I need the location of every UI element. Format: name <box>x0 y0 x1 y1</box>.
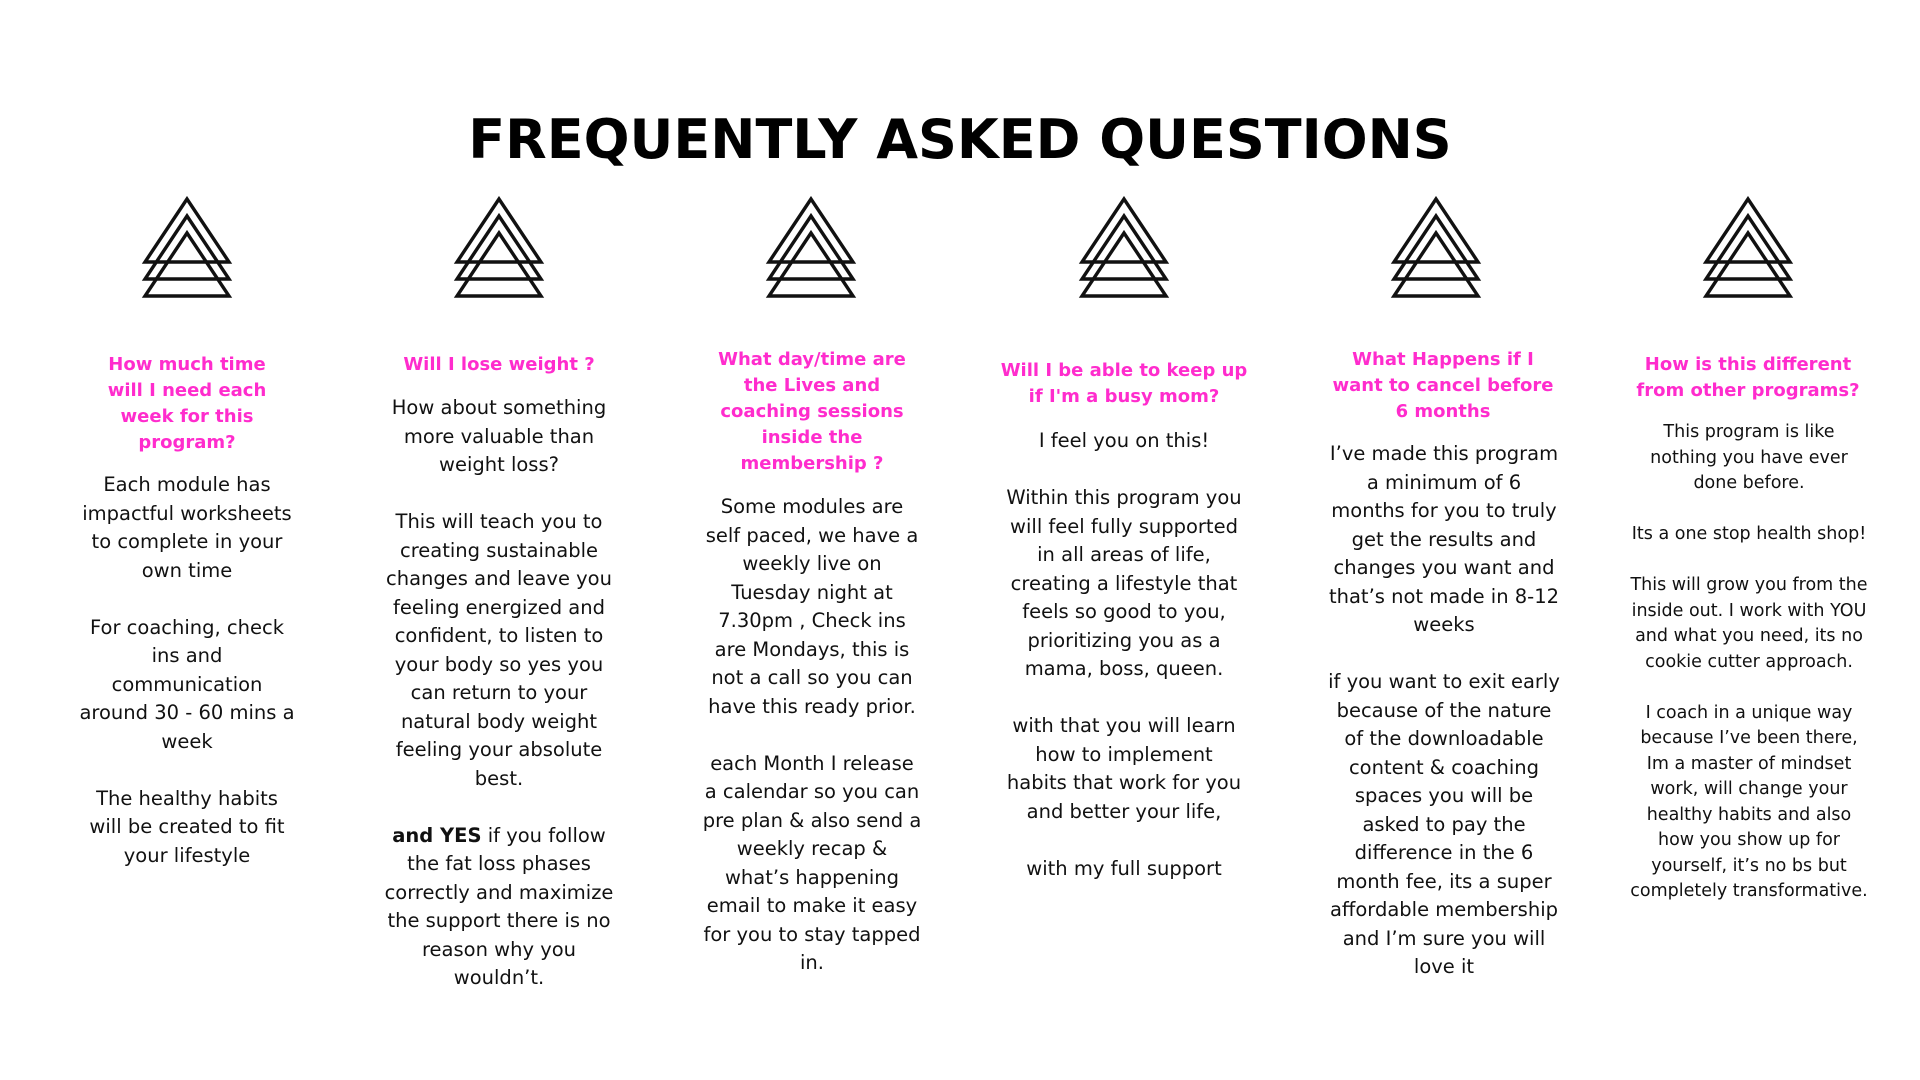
faq-answer-paragraph: each Month I release a calendar so you can pre plan & also send a weekly recap & what’s happening email to make it easy for you to stay tapped in. <box>702 751 922 974</box>
faq-question-time: How much time will I need each week for this program? <box>107 354 267 453</box>
faq-question-different: How is this different from other programs? <box>1636 354 1860 401</box>
triple-triangle-icon <box>453 196 545 300</box>
faq-answer-paragraph: This will teach you to creating sustainable changes and leave you feeling energized and confident, to listen to your body so yes you can return to your natural body weight feeling your absolute best. <box>386 510 612 790</box>
triple-triangle-icon <box>141 196 233 300</box>
triple-triangle-icon <box>765 196 857 300</box>
triple-triangle-icon <box>1702 196 1794 300</box>
faq-answer-different <box>1630 420 1868 905</box>
faq-question-busy-mom: Will I be able to keep up if I'm a busy mom? <box>1000 360 1248 407</box>
faq-answer-emphasis: and YES <box>392 823 482 847</box>
faq-answer-paragraph: This program is like nothing you have ever done before. <box>1650 422 1848 493</box>
faq-answer-paragraph: Within this program you will feel fully supported in all areas of life, creating a lifestyle that feels so good to you, prioritizing you as a mama, boss, queen. <box>1006 486 1242 680</box>
faq-answer-weight <box>378 394 620 993</box>
faq-answer-time <box>77 471 297 870</box>
faq-answer-paragraph: I coach in a unique way because I’ve been there, Im a master of mindset work, will change your healthy habits and also how you show up for yourself, it’s no bs but completely transformative. <box>1630 702 1868 901</box>
faq-answer-paragraph: I’ve made this program a minimum of 6 months for you to truly get the results and changes you want and that’s not made in 8-12 weeks <box>1328 442 1560 636</box>
faq-answer-cancel <box>1328 440 1560 982</box>
faq-answer-paragraph: This will grow you from the inside out. I work with YOU and what you need, its no cookie cutter approach. <box>1630 575 1868 672</box>
faq-answer-paragraph: How about something more valuable than weight loss? <box>391 396 607 476</box>
faq-answer-busy-mom <box>1004 427 1244 883</box>
faq-answer-paragraph: with my full support <box>1026 856 1222 880</box>
triple-triangle-icon <box>1078 196 1170 300</box>
faq-answer-paragraph: I feel you on this! <box>1038 429 1210 452</box>
faq-answer-paragraph: if you want to exit early because of the nature of the downloadable content & coaching spaces you will be asked to pay the difference in the 6 month fee, its a super affordable membership and I’m sure you will love it <box>1328 670 1560 978</box>
triple-triangle-icon <box>1390 196 1482 300</box>
page-title: FREQUENTLY ASKED QUESTIONS <box>468 108 1452 171</box>
faq-answer-paragraph: with that you will learn how to implement habits that work for you and better your life, <box>1006 714 1242 823</box>
faq-question-schedule: What day/time are the Lives and coaching sessions inside the membership ? <box>718 349 906 474</box>
faq-question-weight: Will I lose weight ? <box>403 354 595 375</box>
faq-answer-paragraph: Its a one stop health shop! <box>1631 524 1867 544</box>
faq-answer-paragraph: Some modules are self paced, we have a weekly live on Tuesday night at 7.30pm , Check ins are Mondays, this is not a call so you can have this ready prior. <box>705 495 919 718</box>
faq-answer-schedule <box>702 493 922 978</box>
faq-answer-paragraph: For coaching, check ins and communication around 30 - 60 mins a week <box>79 615 295 753</box>
faq-answer-paragraph: The healthy habits will be created to fit your lifestyle <box>89 786 285 867</box>
faq-answer-paragraph <box>378 822 620 993</box>
faq-question-cancel: What Happens if I want to cancel before 6 months <box>1332 349 1554 422</box>
faq-answer-paragraph: Each module has impactful worksheets to complete in your own time <box>82 473 292 582</box>
faq-answer-tail: if you follow the fat loss phases correctly and maximize the support there is no reason why you wouldn’t. <box>384 823 614 989</box>
